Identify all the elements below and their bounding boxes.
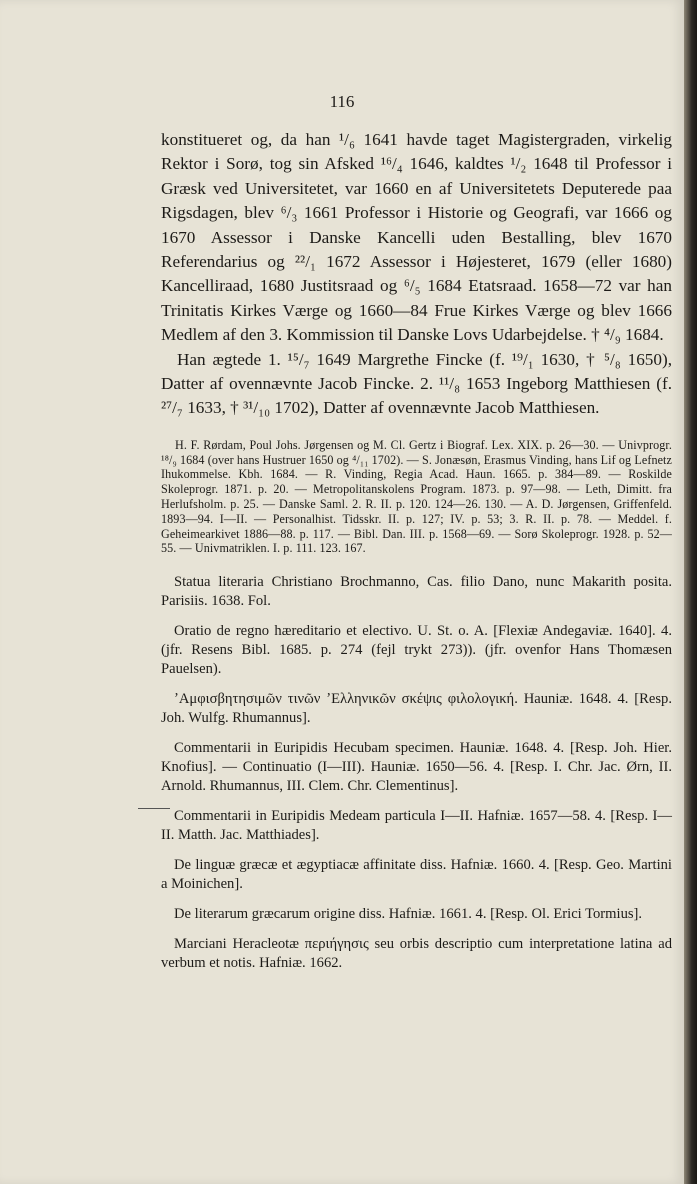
biography-paragraph: konstitueret og, da han ¹/₆ 1641 havde taget Magistergraden, virkelig Rektor i Sorø, tog sin Afsked ¹⁶/₄ 1646, kaldtes ¹/₂ 1648 til Professor i Græsk ved Universitetet, var 1660 en af Universitetets Deputerede paa Rigsdagen, blev ⁶/₃ 1661 Professor i Historie og Geografi, var 1666 og 1670 Assessor i Danske Kancelli uden Bestalling, blev 1670 Referendarius og ²²/₁ 1672 Assessor i Højesteret, 1679 (eller 1680) Kancelliraad, 1680 Justitsraad og ⁶/₅ 1684 Etatsraad. 1658—72 var han Trinitatis Kirkes Værge og 1660—84 Frue Kirkes Værge og blev 1666 Medlem af den 3. Kommission til Danske Lovs Udarbejdelse. † ⁴/₉ 1684. (161, 130, 672, 345)
work-entry: Commentarii in Euripidis Medeam particula I—II. Hafniæ. 1657—58. 4. [Resp. I—II. Matth. Jac. Matthiades]. (161, 808, 672, 844)
work-entry: ʼΑμφισβητησιμῶν τινῶν ʼΕλληνικῶν σκέψις φιλολογική. Hauniæ. 1648. 4. [Resp. Joh. Wulfg. Rhumannus]. (161, 691, 672, 727)
work-entry: Marciani Heracleotæ περιήγησις seu orbis descriptio cum interpretatione latina ad verbum et notis. Hafniæ. 1662. (161, 936, 672, 972)
page-edge (684, 0, 697, 1184)
page-content (161, 128, 672, 984)
marriage-paragraph: Han ægtede 1. ¹⁵/₇ 1649 Margrethe Fincke (f. ¹⁹/₁ 1630, † ⁵/₈ 1650), Datter af ovennævnte Jacob Fincke. 2. ¹¹/₈ 1653 Ingeborg Matthiesen (f. ²⁷/₇ 1633, † ³¹/₁₀ 1702), Datter af ovennævnte Jacob Matthiesen. (161, 349, 672, 418)
page-number: 116 (329, 92, 355, 111)
work-entry: Commentarii in Euripidis Hecubam specimen. Hauniæ. 1648. 4. [Resp. Joh. Hier. Knofius]. — Continuatio (I—III). Hauniæ. 1650—56. 4. [Resp. I. Chr. Jac. Ørn, II. Arnold. Rhumannus, III. Clem. Chr. Clementinus]. (161, 740, 672, 795)
work-entry: Statua literaria Christiano Brochmanno, Cas. filio Dano, nunc Makarith posita. Parisiis. 1638. Fol. (161, 574, 672, 610)
work-entry: Oratio de regno hæreditario et electivo. U. St. o. A. [Flexiæ Andegaviæ. 1640]. 4. (jfr. Resens Bibl. 1685. p. 274 (fejl trykt 273)). (jfr. ovenfor Hans Thomæsen Pauelsen). (161, 623, 672, 678)
margin-mark (138, 808, 170, 809)
references: H. F. Rørdam, Poul Johs. Jørgensen og M. Cl. Gertz i Biograf. Lex. XIX. p. 26—30. — Univprogr. ¹⁸/₉ 1684 (over hans Hustruer 1650 og ⁴/₁₁ 1702). — S. Jonæsøn, Erasmus Vinding, hans Lif og Lefnetz Ihukommelse. Kbh. 1684. — R. Vinding, Regia Acad. Haun. 1665. p. 384—89. — Roskilde Skoleprogr. 1871. p. 20. — Metropolitanskolens Program. 1873. p. 97—98. — Leth, Dimitt. fra Herlufsholm. p. 25. — Danske Saml. 2. R. II. p. 120. 124—26. 130. — A. D. Jørgensen, Griffenfeld. 1893—94. I—II. — Personalhist. Tidsskr. II. p. 127; IV. p. 53; 3. R. II. p. 78. — Meddel. f. Geheimearkivet 1886—88. p. 117. — Bibl. Dan. III. p. 1568—69. — Sorø Skoleprogr. 1928. p. 52—55. — Univmatriklen. I. p. 111. 123. 167. (161, 437, 672, 556)
work-entry: De linguæ græcæ et ægyptiacæ affinitate diss. Hafniæ. 1660. 4. [Resp. Geo. Martini a Moinichen]. (161, 857, 672, 893)
works-list (161, 573, 672, 973)
work-entry: De literarum græcarum origine diss. Hafniæ. 1661. 4. [Resp. Ol. Erici Tormius]. (174, 906, 643, 923)
main-text (161, 128, 672, 421)
